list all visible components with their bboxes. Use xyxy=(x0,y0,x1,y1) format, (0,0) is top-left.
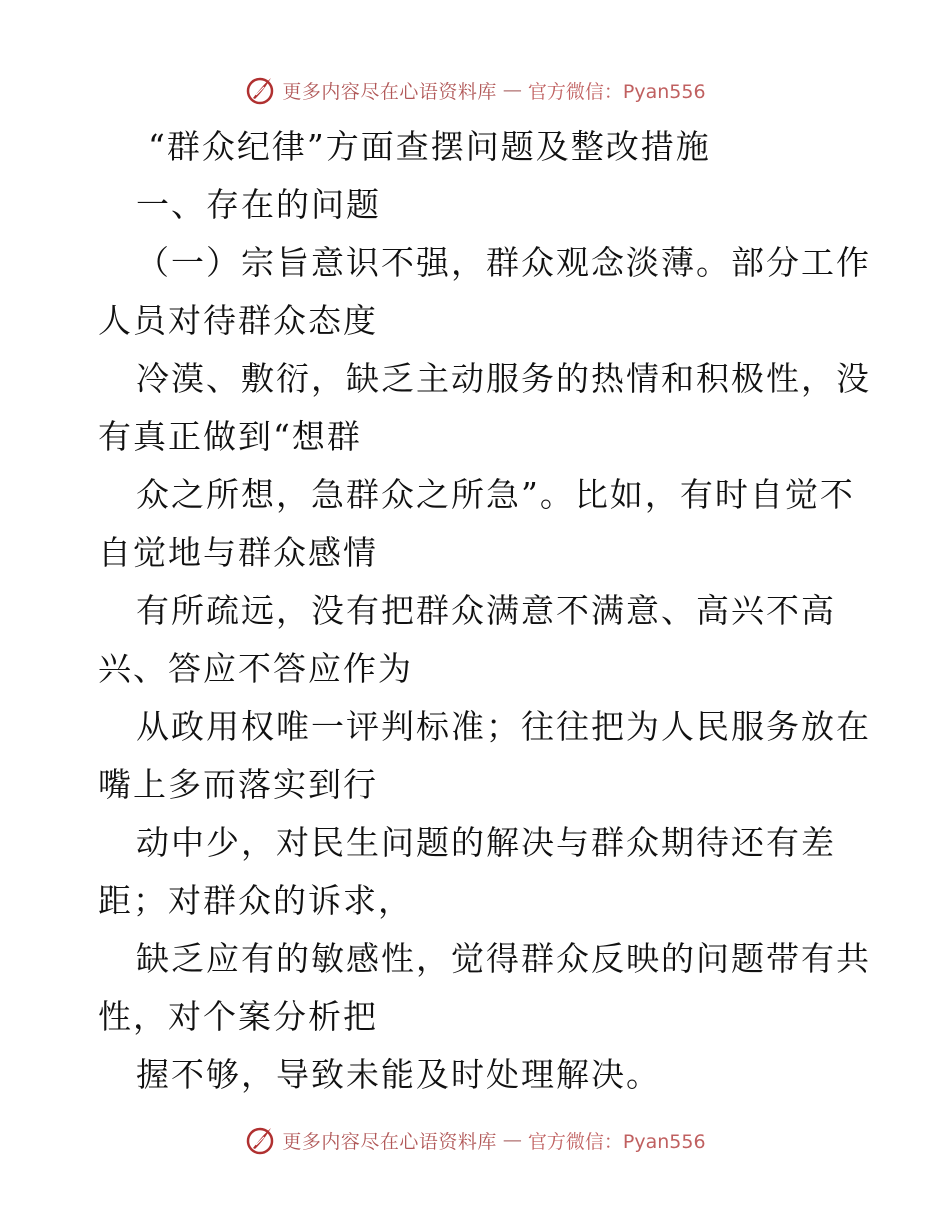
paragraph-line: 缺乏应有的敏感性，觉得群众反映的问题带有共 xyxy=(136,939,871,978)
paragraph-line: 嘴上多而落实到行 xyxy=(98,765,378,804)
feather-logo-icon xyxy=(244,1124,276,1156)
watermark-contact: 官方微信：Pyan556 xyxy=(527,80,706,103)
watermark-separator: — xyxy=(502,1129,522,1151)
watermark-banner-bottom xyxy=(0,1120,950,1160)
paragraph-line: 有真正做到“想群 xyxy=(98,417,362,456)
paragraph-line: 有所疏远，没有把群众满意不满意、高兴不高 xyxy=(136,591,836,630)
paragraph-line: （一）宗旨意识不强，群众观念淡薄。部分工作 xyxy=(136,243,871,282)
paragraph-line: 人员对待群众态度 xyxy=(98,301,378,340)
watermark-separator: — xyxy=(502,79,522,101)
paragraph-line: 冷漠、敷衍，缺乏主动服务的热情和积极性，没 xyxy=(136,359,871,398)
paragraph-line: 距；对群众的诉求， xyxy=(98,881,413,920)
feather-logo-icon xyxy=(244,74,276,106)
section-heading: 一、存在的问题 xyxy=(136,185,381,224)
document-title: “群众纪律”方面查摆问题及整改措施 xyxy=(148,127,711,166)
watermark-text: 更多内容尽在心语资料库 xyxy=(282,1130,497,1153)
watermark-contact: 官方微信：Pyan556 xyxy=(527,1130,706,1153)
document-body xyxy=(98,118,871,1104)
paragraph-line: 握不够，导致未能及时处理解决。 xyxy=(136,1055,661,1094)
paragraph-line: 众之所想，急群众之所急”。比如，有时自觉不 xyxy=(136,475,855,514)
watermark-banner-top xyxy=(0,70,950,110)
paragraph-line: 性，对个案分析把 xyxy=(98,997,378,1036)
paragraph-line: 动中少，对民生问题的解决与群众期待还有差 xyxy=(136,823,836,862)
paragraph-line: 兴、答应不答应作为 xyxy=(98,649,413,688)
paragraph-line: 从政用权唯一评判标准；往往把为人民服务放在 xyxy=(136,707,871,746)
watermark-text: 更多内容尽在心语资料库 xyxy=(282,80,497,103)
paragraph-line: 自觉地与群众感情 xyxy=(98,533,378,572)
